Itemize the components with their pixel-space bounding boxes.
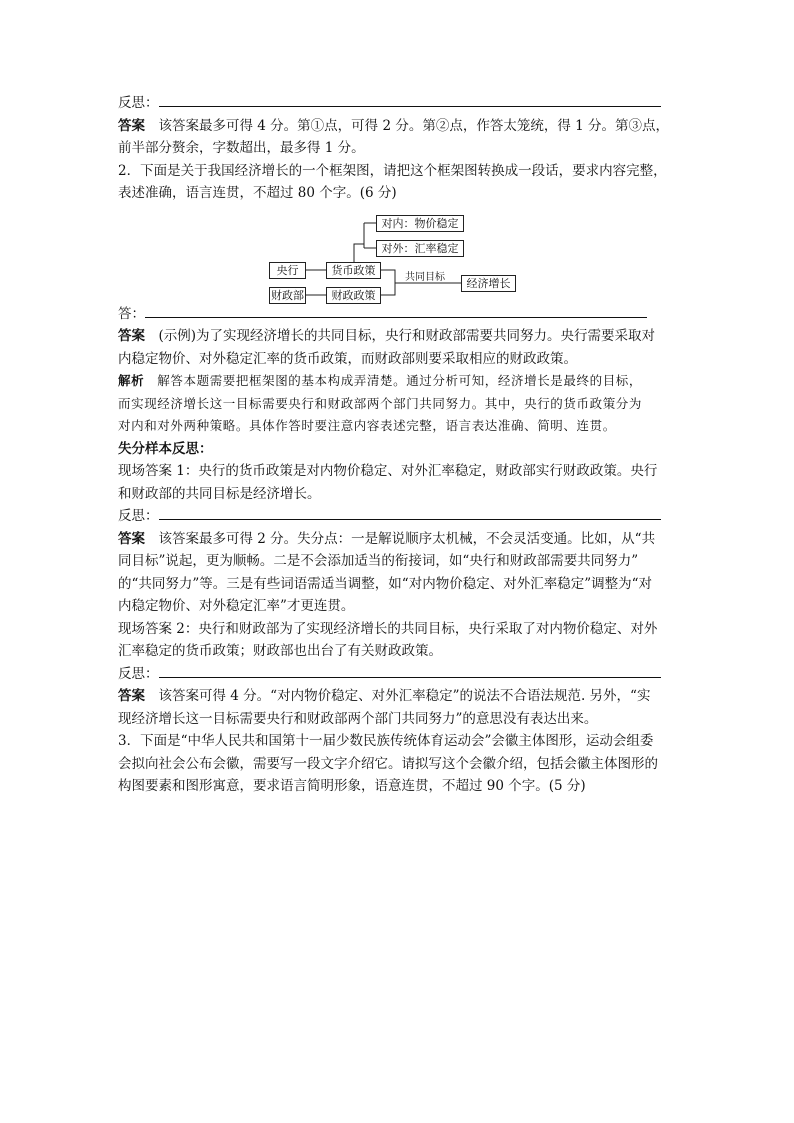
question-3-text: 构图要素和图形寓意，要求语言简明形象，语意连贯，不超过 90 个字。(5 分) [118, 778, 586, 794]
answer-text: 同目标”说起，更为顺畅。二是不会添加适当的衔接词，如“央行和财政部需要共同努力” [118, 553, 639, 569]
sample-2-text: 汇率稳定的货币政策；财政部也出台了有关财政政策。 [118, 643, 442, 659]
analysis-text: 对内和对外两种策略。具体作答时要注意内容表述完整，语言表达准确、简明、连贯。 [118, 418, 616, 433]
question-3-text: 会拟向社会公布会徽，需要写一段文字介绍它。请拟写这个会徽介绍，包括会徽主体图形的 [118, 755, 658, 772]
answer-prompt: 答： [118, 305, 145, 322]
external-goal-box: 对外：汇率稳定 [376, 240, 464, 257]
answer-text: (示例)为了实现经济增长的共同目标，央行和财政部需要共同努力。央行需要采取对 [145, 328, 656, 344]
common-goal-label: 共同目标 [405, 271, 445, 283]
answer-text: 内稳定物价、对外稳定汇率的货币政策，而财政部则要采取相应的财政政策。 [118, 350, 577, 367]
answer-label: 答案 [118, 328, 145, 344]
answer-text: 该答案最多可得 2 分。失分点：一是解说顺序太机械，不会灵活变通。比如，从“共 [145, 530, 656, 547]
answer-text: 的“共同努力”等。三是有些词语需适当调整，如“对内物价稳定、对外汇率稳定”调整为“对 [118, 575, 653, 592]
answer-line [118, 528, 678, 551]
answer-text: 现经济增长这一目标需要央行和财政部两个部门共同努力”的意思没有表达出来。 [118, 710, 598, 727]
question-2-text: 表述准确，语言连贯，不超过 80 个字。(6 分) [118, 185, 397, 201]
question-3-text: 3．下面是“中华人民共和国第十一届少数民族传统体育运动会”会徽主体图形，运动会组委 [118, 733, 654, 749]
answer-label: 答案 [118, 530, 145, 547]
answer-line [118, 115, 678, 138]
framework-diagram [118, 208, 678, 303]
central-bank-box: 央行 [269, 262, 306, 279]
growth-box: 经济增长 [461, 275, 516, 292]
reflection-line [118, 505, 678, 528]
reflection-line [118, 663, 678, 686]
reflection-label: 反思： [118, 665, 159, 682]
answer-label: 答案 [118, 117, 145, 134]
answer-label: 答案 [118, 688, 145, 704]
analysis-text: 解答本题需要把框架图的基本构成弄清楚。通过分析可知，经济增长是最终的目标， [144, 373, 643, 388]
answer-prompt-line [118, 303, 678, 326]
sample-title: 失分样本反思： [118, 440, 213, 457]
answer-text: 前半部分赘余，字数超出，最多得 1 分。 [118, 140, 365, 156]
analysis-text: 而实现经济增长这一目标需要央行和财政部两个部门共同努力。其中，央行的货币政策分为 [118, 395, 643, 411]
reflection-label: 反思： [118, 95, 159, 111]
analysis-line [118, 370, 678, 393]
reflection-line [118, 92, 678, 115]
reflection-blank[interactable] [159, 92, 661, 107]
answer-line [118, 325, 678, 348]
reflection-blank[interactable] [159, 505, 661, 520]
answer-text: 内稳定物价、对外稳定汇率”才更连贯。 [118, 598, 355, 614]
fiscal-policy-box: 财政政策 [326, 287, 381, 304]
sample-1-text: 和财政部的共同目标是经济增长。 [118, 485, 321, 502]
monetary-policy-box: 货币政策 [326, 262, 381, 279]
sample-2-text: 现场答案 2：央行和财政部为了实现经济增长的共同目标，央行采取了对内物价稳定、对外 [118, 620, 658, 637]
answer-blank[interactable] [145, 303, 647, 318]
answer-text: 该答案最多可得 4 分。第①点，可得 2 分。第②点，作答太笼统，得 1 分。第③点， [145, 117, 670, 134]
answer-line [118, 685, 678, 708]
document-page [118, 92, 678, 798]
answer-text: 该答案可得 4 分。“对内物价稳定、对外汇率稳定”的说法不合语法规范. 另外，“实 [145, 688, 651, 704]
sample-1-text: 现场答案 1：央行的货币政策是对内物价稳定、对外汇率稳定，财政部实行财政政策。央行 [118, 463, 658, 479]
question-2-text: 2．下面是关于我国经济增长的一个框架图，请把这个框架图转换成一段话，要求内容完整， [118, 162, 667, 179]
internal-goal-box: 对内：物价稳定 [376, 215, 464, 232]
analysis-label: 解析 [118, 373, 145, 388]
reflection-blank[interactable] [159, 663, 661, 678]
ministry-box: 财政部 [271, 288, 304, 302]
reflection-label: 反思： [118, 508, 159, 524]
